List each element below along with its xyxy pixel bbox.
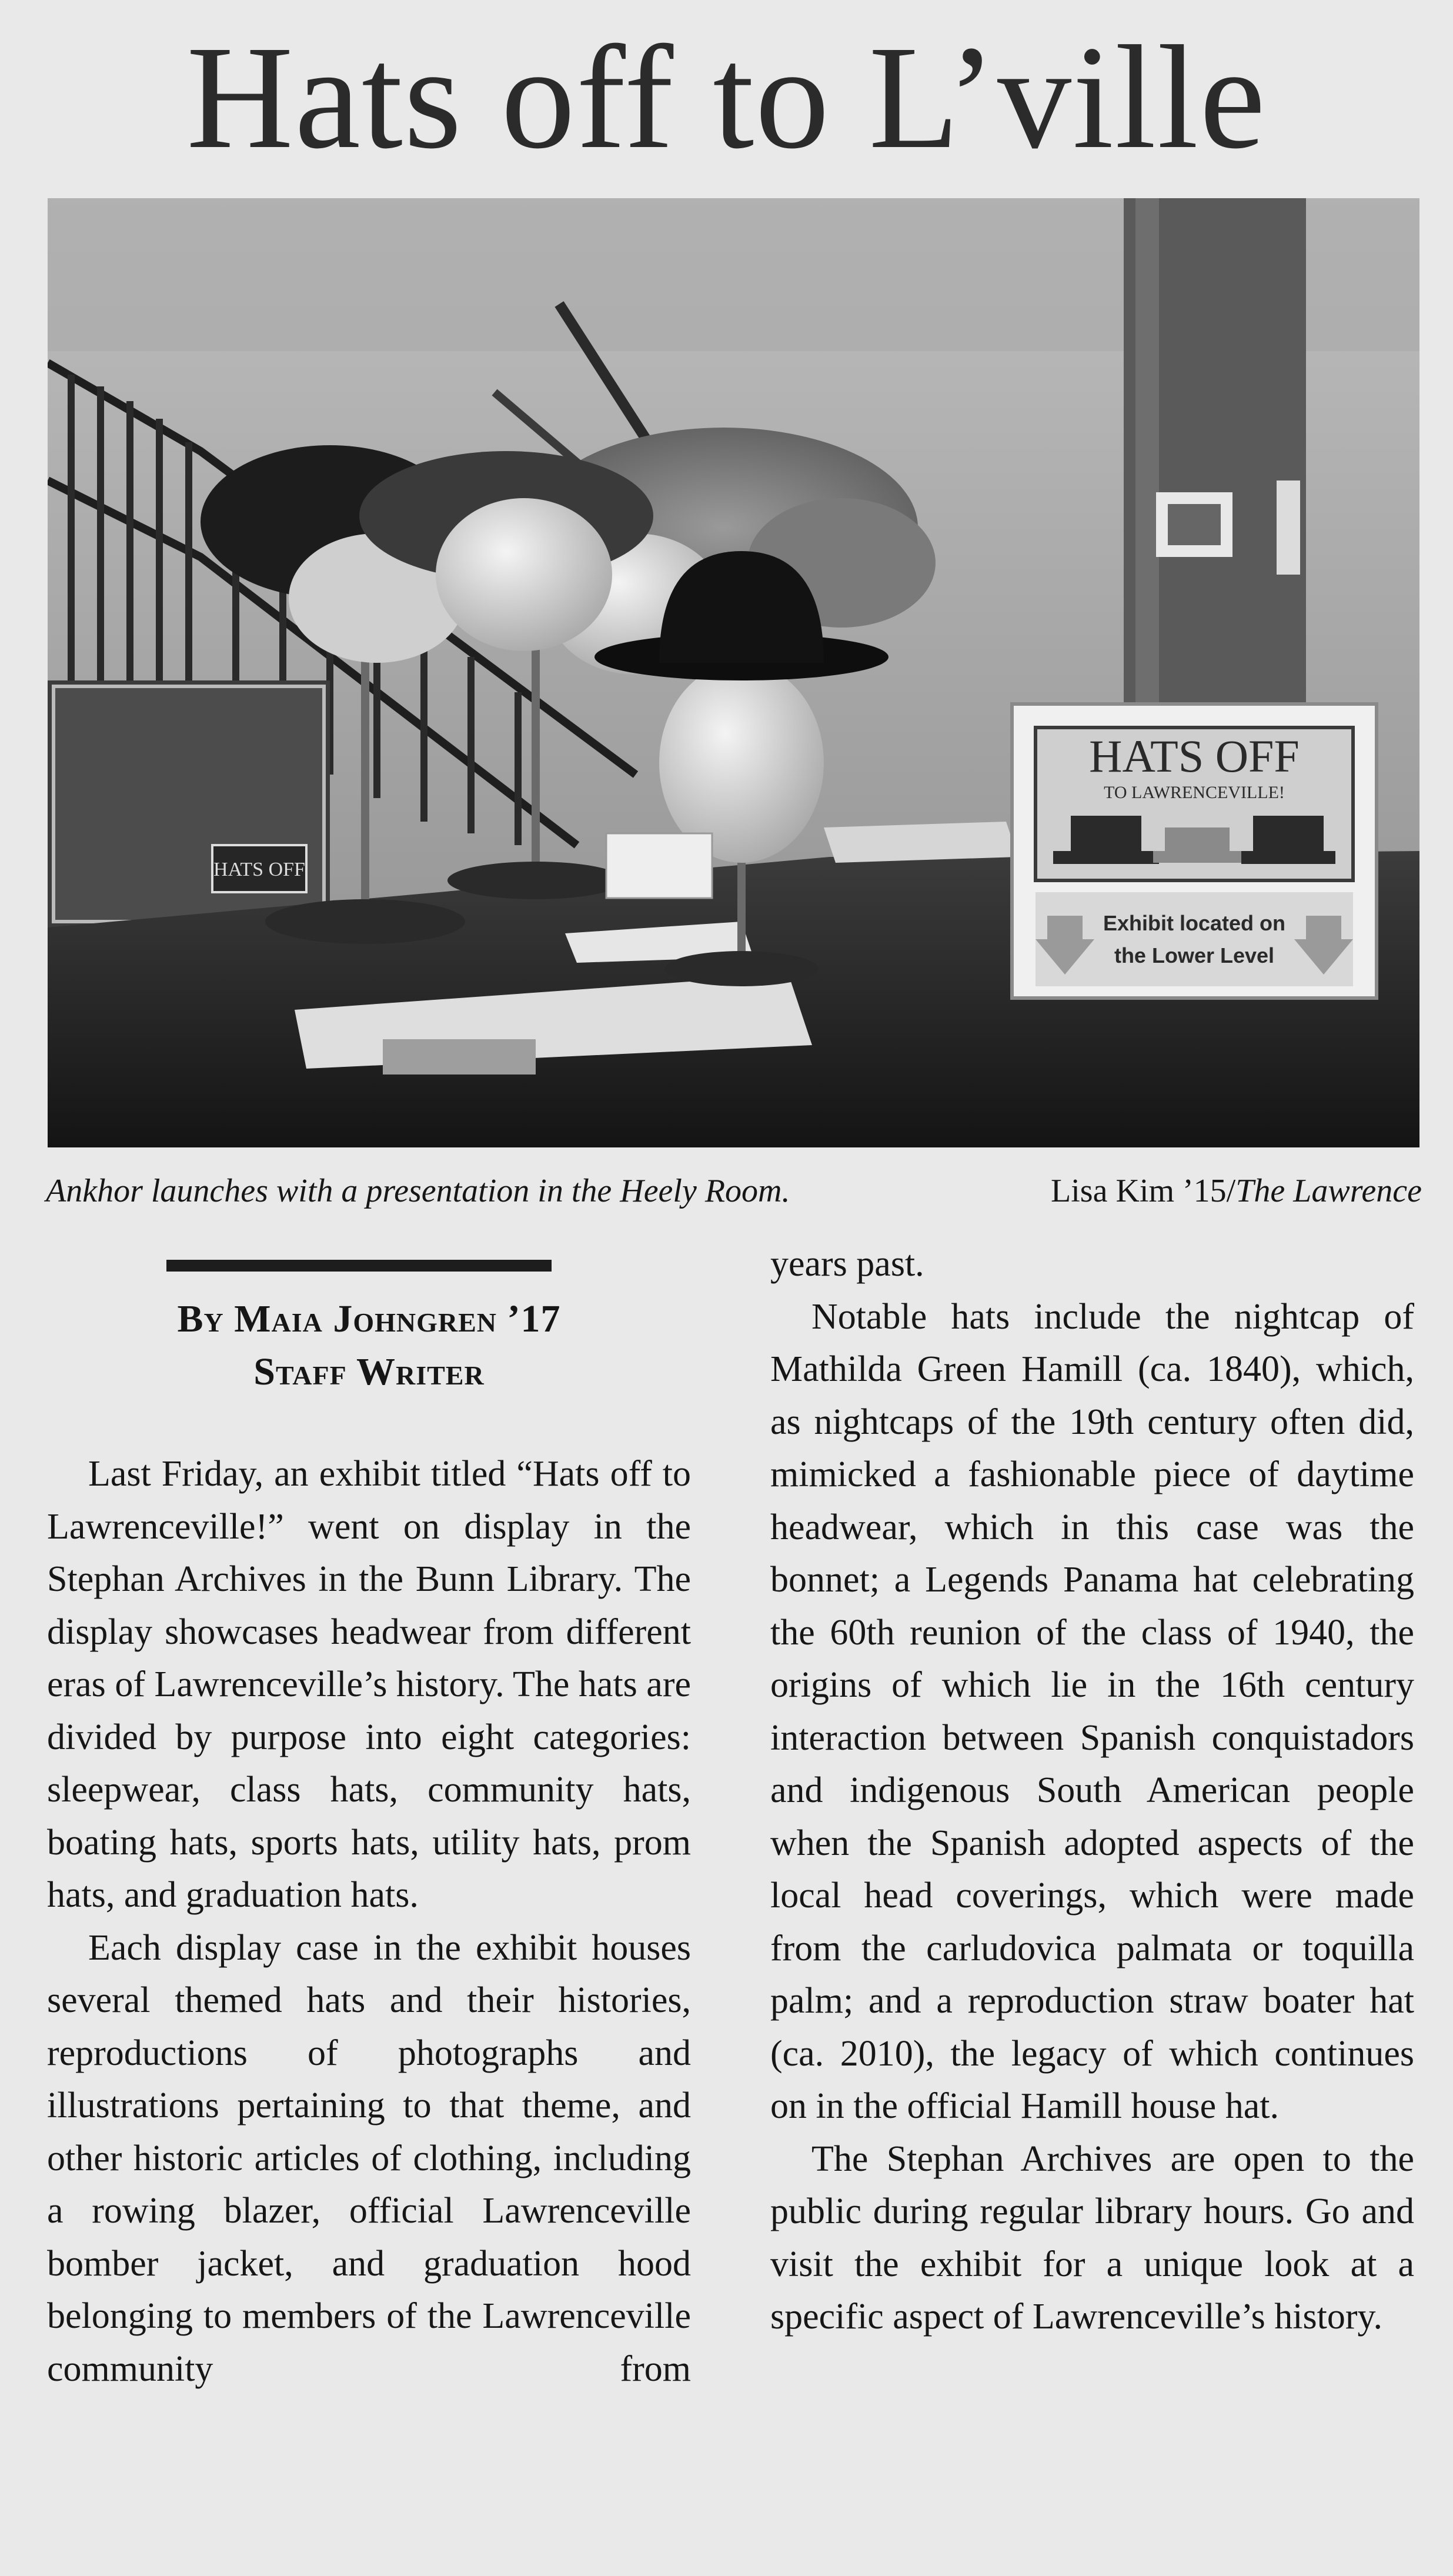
sign-line-1: Exhibit located on (1103, 911, 1286, 935)
sign-subtitle: TO LAWRENCEVILLE! (1104, 783, 1285, 802)
photo-credit-name: Lisa Kim ’15/ (1051, 1173, 1236, 1209)
sign-line-2: the Lower Level (1114, 943, 1275, 967)
article-paragraph: Notable hats include the nightcap of Mathilda Green Hamill (ca. 1840), which, as nightcaps of the 19th century often did, mimicked a fashionable piece of daytime headwear, which in this case was the bonnet; a Legends Panama hat celebrating the 60th reunion of the class of 1940, the origins of which lie in the 16th century interaction between Spanish conquistadors and indigenous South American people when the Spanish adopted aspects of the local head coverings, which were made from the carludovica palmata or toquilla palm; and a reproduction straw boater hat (ca. 2010), the legacy of which continues on in the official Hamill house hat. (770, 1296, 1414, 2126)
byline-author: By Maia Johngren ’17 (177, 1297, 561, 1340)
left-sign-text: HATS OFF (213, 859, 305, 880)
photo-credit (1051, 1164, 1422, 1217)
article-paragraph: Each display case in the exhibit houses several themed hats and their histories, reproductions of photographs and illustrations pertaining to that theme, and other historic articles of clothing, including a rowing blazer, official Lawrenceville bomber jacket, and graduation hood belonging to members of the Lawrenceville community from (47, 1927, 691, 2389)
caption-text: Ankhor launches with a presentation in the Heely Room. (46, 1173, 790, 1209)
exhibit-photo-drawing (48, 198, 1419, 1147)
byline-role: Staff Writer (253, 1350, 485, 1393)
headline: Hats off to L’ville (186, 15, 1267, 179)
exhibit-photo (48, 198, 1419, 1147)
article-column-1 (47, 1448, 691, 2395)
article-column-2 (770, 1238, 1414, 2344)
byline-rule (166, 1260, 552, 1272)
article-paragraph: Last Friday, an exhibit titled “Hats off to Lawrenceville!” went on display in the Stephan Archives in the Bunn Library. The display showcases headwear from different eras of Lawrenceville’s history. The hats are divided by purpose into eight categories: sleepwear, class hats, community hats, boating hats, sports hats, utility hats, prom hats, and graduation hats. (47, 1454, 691, 1915)
article-paragraph: The Stephan Archives are open to the public during regular library hours. Go and visit the exhibit for a unique look at a specific aspect of Lawrenceville’s history. (770, 2138, 1414, 2337)
sign-title: HATS OFF (1089, 730, 1300, 782)
byline (47, 1293, 691, 1399)
article-paragraph: years past. (770, 1244, 924, 1284)
photo-caption (46, 1164, 1422, 1223)
photo-credit-publication: The Lawrence (1235, 1173, 1422, 1209)
